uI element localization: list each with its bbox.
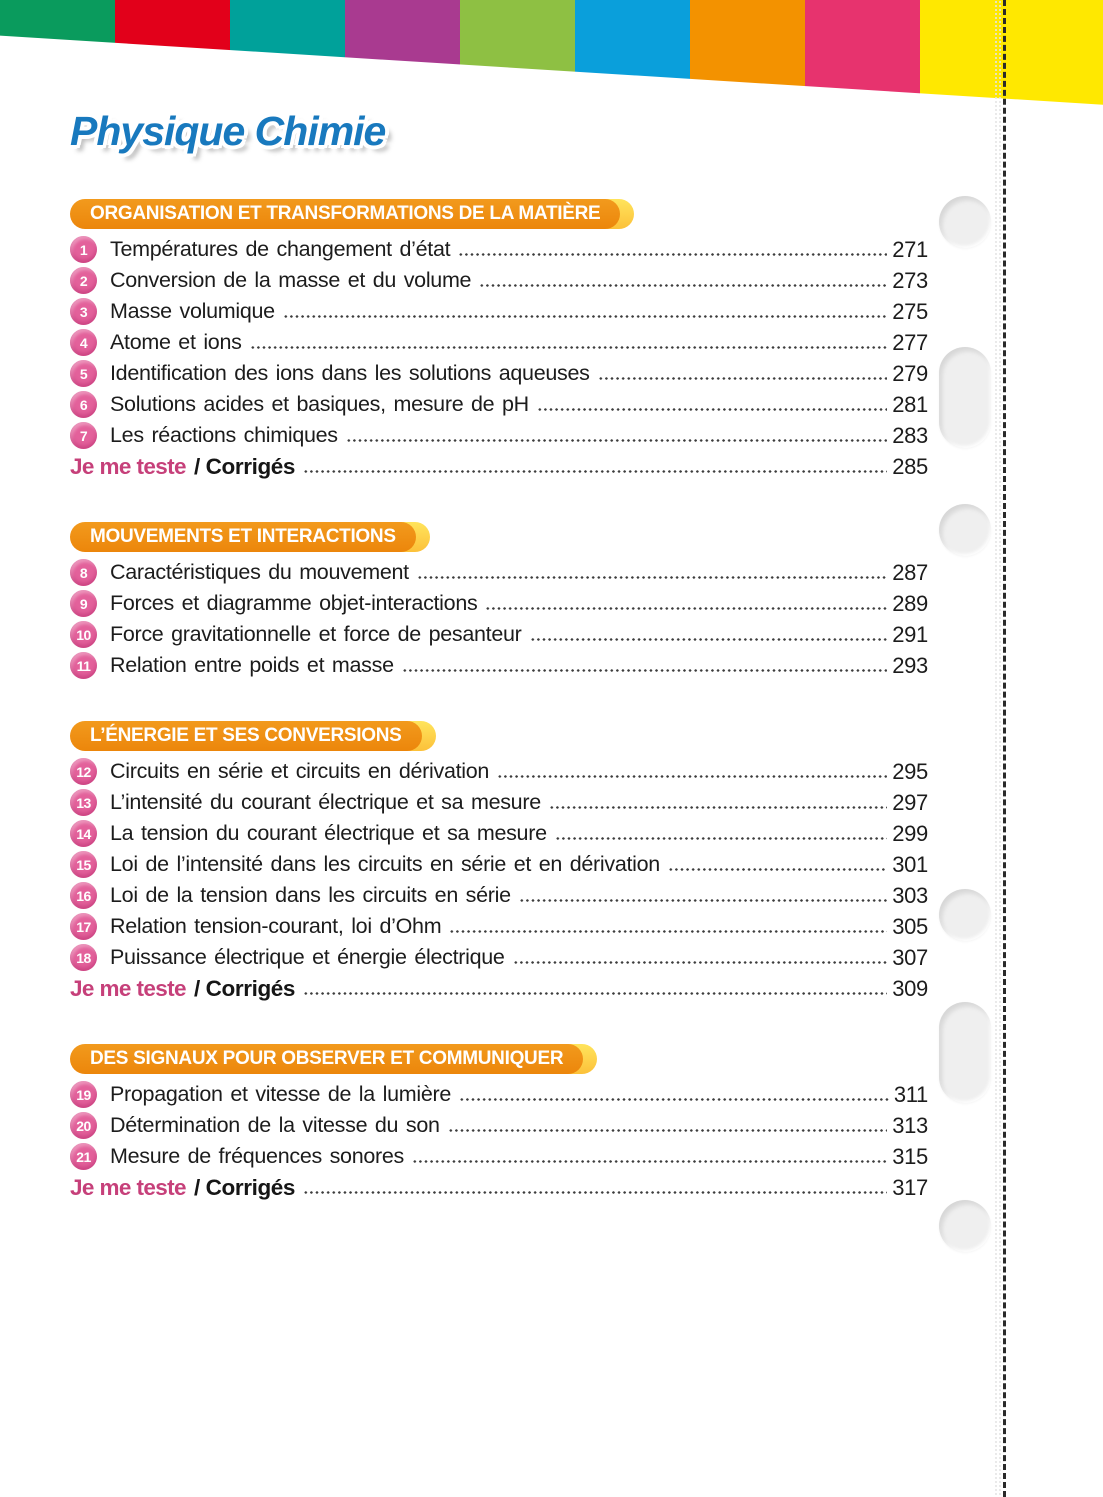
item-title: La tension du courant électrique et sa mesure bbox=[110, 821, 547, 845]
item-title: Force gravitationnelle et force de pesanteur bbox=[110, 622, 522, 646]
self-test-label: Je me teste bbox=[70, 975, 186, 1001]
dotted-leader bbox=[537, 407, 887, 412]
dotted-leader bbox=[283, 314, 887, 319]
item-page: 311 bbox=[893, 1081, 928, 1107]
item-number-badge: 9 bbox=[70, 590, 97, 617]
toc-entry-row[interactable] bbox=[70, 588, 928, 619]
item-title: Les réactions chimiques bbox=[110, 423, 338, 447]
dotted-leader bbox=[346, 438, 887, 443]
dotted-leader bbox=[555, 836, 887, 841]
dotted-leader bbox=[303, 1190, 887, 1195]
item-page: 283 bbox=[892, 422, 928, 448]
item-number-badge: 15 bbox=[70, 851, 97, 878]
item-page: 273 bbox=[892, 267, 928, 293]
page-content bbox=[70, 0, 928, 1203]
item-page: 289 bbox=[892, 590, 928, 616]
item-title: Puissance électrique et énergie électrique bbox=[110, 945, 505, 969]
item-title: Mesure de fréquences sonores bbox=[110, 1144, 404, 1168]
binder-hole bbox=[939, 889, 991, 941]
item-number-badge: 11 bbox=[70, 652, 97, 679]
item-page: 309 bbox=[892, 975, 928, 1001]
item-title: Loi de l’intensité dans les circuits en série et en dérivation bbox=[110, 852, 660, 876]
item-page: 301 bbox=[892, 851, 928, 877]
item-number-badge: 17 bbox=[70, 913, 97, 940]
dotted-leader bbox=[519, 898, 887, 903]
section-header bbox=[70, 721, 422, 751]
item-page: 271 bbox=[892, 236, 928, 262]
corriges-label: / Corrigés bbox=[193, 1174, 296, 1200]
corriges-label: / Corrigés bbox=[193, 453, 296, 479]
dotted-leader bbox=[458, 252, 887, 257]
dotted-leader bbox=[303, 469, 887, 474]
item-title: Loi de la tension dans les circuits en série bbox=[110, 883, 511, 907]
item-page: 299 bbox=[892, 820, 928, 846]
toc-section bbox=[70, 522, 928, 681]
item-page: 297 bbox=[892, 789, 928, 815]
section-label: L’ÉNERGIE ET SES CONVERSIONS bbox=[70, 721, 422, 751]
item-title: Détermination de la vitesse du son bbox=[110, 1113, 440, 1137]
item-page: 317 bbox=[892, 1174, 928, 1200]
item-title: L’intensité du courant électrique et sa mesure bbox=[110, 790, 541, 814]
toc-entry-row[interactable] bbox=[70, 389, 928, 420]
item-page: 291 bbox=[892, 621, 928, 647]
toc-section bbox=[70, 721, 928, 1004]
toc-entry-row[interactable] bbox=[70, 1079, 928, 1110]
section-header bbox=[70, 522, 416, 552]
dotted-leader bbox=[402, 668, 887, 673]
self-test-row[interactable] bbox=[70, 1172, 928, 1203]
toc-entry-row[interactable] bbox=[70, 234, 928, 265]
item-title: Circuits en série et circuits en dérivation bbox=[110, 759, 490, 783]
item-page: 307 bbox=[892, 944, 928, 970]
item-title: Forces et diagramme objet-interactions bbox=[110, 591, 478, 615]
dotted-leader bbox=[497, 774, 887, 779]
self-test-row[interactable] bbox=[70, 451, 928, 482]
item-number-badge: 12 bbox=[70, 758, 97, 785]
item-title: Températures de changement d’état bbox=[110, 237, 451, 261]
dotted-leader bbox=[449, 929, 887, 934]
toc-entry-row[interactable] bbox=[70, 358, 928, 389]
binder-tab bbox=[939, 347, 991, 448]
dotted-leader bbox=[412, 1159, 887, 1164]
item-number-badge: 5 bbox=[70, 360, 97, 387]
toc-entry-row[interactable] bbox=[70, 265, 928, 296]
item-title: Masse volumique bbox=[110, 299, 275, 323]
section-rows bbox=[70, 557, 928, 681]
binder-hole bbox=[939, 196, 991, 248]
item-page: 305 bbox=[892, 913, 928, 939]
item-title: Caractéristiques du mouvement bbox=[110, 560, 409, 584]
dotted-leader bbox=[479, 283, 887, 288]
item-page: 281 bbox=[892, 391, 928, 417]
toc-entry-row[interactable] bbox=[70, 650, 928, 681]
dotted-leader bbox=[250, 345, 888, 350]
toc-entry-row[interactable] bbox=[70, 1141, 928, 1172]
item-page: 277 bbox=[892, 329, 928, 355]
banner-stripe bbox=[920, 0, 1103, 108]
item-page: 287 bbox=[892, 559, 928, 585]
item-number-badge: 6 bbox=[70, 391, 97, 418]
item-page: 295 bbox=[892, 758, 928, 784]
toc-entry-row[interactable] bbox=[70, 619, 928, 650]
item-number-badge: 13 bbox=[70, 789, 97, 816]
section-label: MOUVEMENTS ET INTERACTIONS bbox=[70, 522, 416, 552]
section-header bbox=[70, 1044, 583, 1074]
item-title: Conversion de la masse et du volume bbox=[110, 268, 472, 292]
item-page: 293 bbox=[892, 652, 928, 678]
section-label: ORGANISATION ET TRANSFORMATIONS DE LA MATIÈRE bbox=[70, 199, 620, 229]
dotted-leader bbox=[485, 606, 887, 611]
toc-entry-row[interactable] bbox=[70, 296, 928, 327]
item-number-badge: 21 bbox=[70, 1143, 97, 1170]
perforation-texture bbox=[994, 0, 1003, 1497]
toc-entry-row[interactable] bbox=[70, 327, 928, 358]
toc-entry-row[interactable] bbox=[70, 756, 928, 787]
dotted-leader bbox=[448, 1128, 888, 1133]
toc-entry-row[interactable] bbox=[70, 880, 928, 911]
item-number-badge: 7 bbox=[70, 422, 97, 449]
section-label: DES SIGNAUX POUR OBSERVER ET COMMUNIQUER bbox=[70, 1044, 583, 1074]
dotted-leader bbox=[459, 1097, 889, 1102]
section-rows bbox=[70, 1079, 928, 1203]
corriges-label: / Corrigés bbox=[193, 975, 296, 1001]
toc-entry-row[interactable] bbox=[70, 557, 928, 588]
item-number-badge: 18 bbox=[70, 944, 97, 971]
binder-hole bbox=[939, 1200, 991, 1252]
item-number-badge: 14 bbox=[70, 820, 97, 847]
dotted-leader bbox=[549, 805, 887, 810]
toc-entry-row[interactable] bbox=[70, 911, 928, 942]
toc-entry-row[interactable] bbox=[70, 420, 928, 451]
item-number-badge: 20 bbox=[70, 1112, 97, 1139]
toc bbox=[70, 199, 928, 1203]
item-title: Propagation et vitesse de la lumière bbox=[110, 1082, 452, 1106]
toc-entry-row[interactable] bbox=[70, 787, 928, 818]
section-header bbox=[70, 199, 620, 229]
self-test-row[interactable] bbox=[70, 973, 928, 1004]
item-number-badge: 10 bbox=[70, 621, 97, 648]
toc-entry-row[interactable] bbox=[70, 1110, 928, 1141]
toc-entry-row[interactable] bbox=[70, 849, 928, 880]
dotted-leader bbox=[530, 637, 888, 642]
dotted-leader bbox=[417, 575, 887, 580]
toc-entry-row[interactable] bbox=[70, 818, 928, 849]
self-test-label: Je me teste bbox=[70, 1174, 186, 1200]
section-rows bbox=[70, 756, 928, 1004]
dotted-leader bbox=[303, 991, 887, 996]
toc-section bbox=[70, 1044, 928, 1203]
item-number-badge: 16 bbox=[70, 882, 97, 909]
dotted-leader bbox=[668, 867, 887, 872]
item-title: Atome et ions bbox=[110, 330, 242, 354]
item-title: Relation entre poids et masse bbox=[110, 653, 394, 677]
binder-tab bbox=[939, 1002, 991, 1103]
item-number-badge: 2 bbox=[70, 267, 97, 294]
item-number-badge: 8 bbox=[70, 559, 97, 586]
item-page: 303 bbox=[892, 882, 928, 908]
toc-section bbox=[70, 199, 928, 482]
dotted-leader bbox=[598, 376, 888, 381]
item-number-badge: 3 bbox=[70, 298, 97, 325]
item-number-badge: 19 bbox=[70, 1081, 97, 1108]
item-page: 315 bbox=[892, 1143, 928, 1169]
section-rows bbox=[70, 234, 928, 482]
dotted-leader bbox=[513, 960, 888, 965]
item-number-badge: 1 bbox=[70, 236, 97, 263]
binder-hole bbox=[939, 504, 991, 556]
toc-entry-row[interactable] bbox=[70, 942, 928, 973]
item-page: 313 bbox=[892, 1112, 928, 1138]
item-title: Identification des ions dans les solutions aqueuses bbox=[110, 361, 590, 385]
cut-dashed-line bbox=[1003, 0, 1006, 1497]
item-number-badge: 4 bbox=[70, 329, 97, 356]
item-title: Solutions acides et basiques, mesure de pH bbox=[110, 392, 529, 416]
item-page: 279 bbox=[892, 360, 928, 386]
self-test-label: Je me teste bbox=[70, 453, 186, 479]
item-page: 275 bbox=[892, 298, 928, 324]
item-page: 285 bbox=[892, 453, 928, 479]
item-title: Relation tension-courant, loi d’Ohm bbox=[110, 914, 442, 938]
page-title: Physique Chimie bbox=[70, 108, 386, 154]
